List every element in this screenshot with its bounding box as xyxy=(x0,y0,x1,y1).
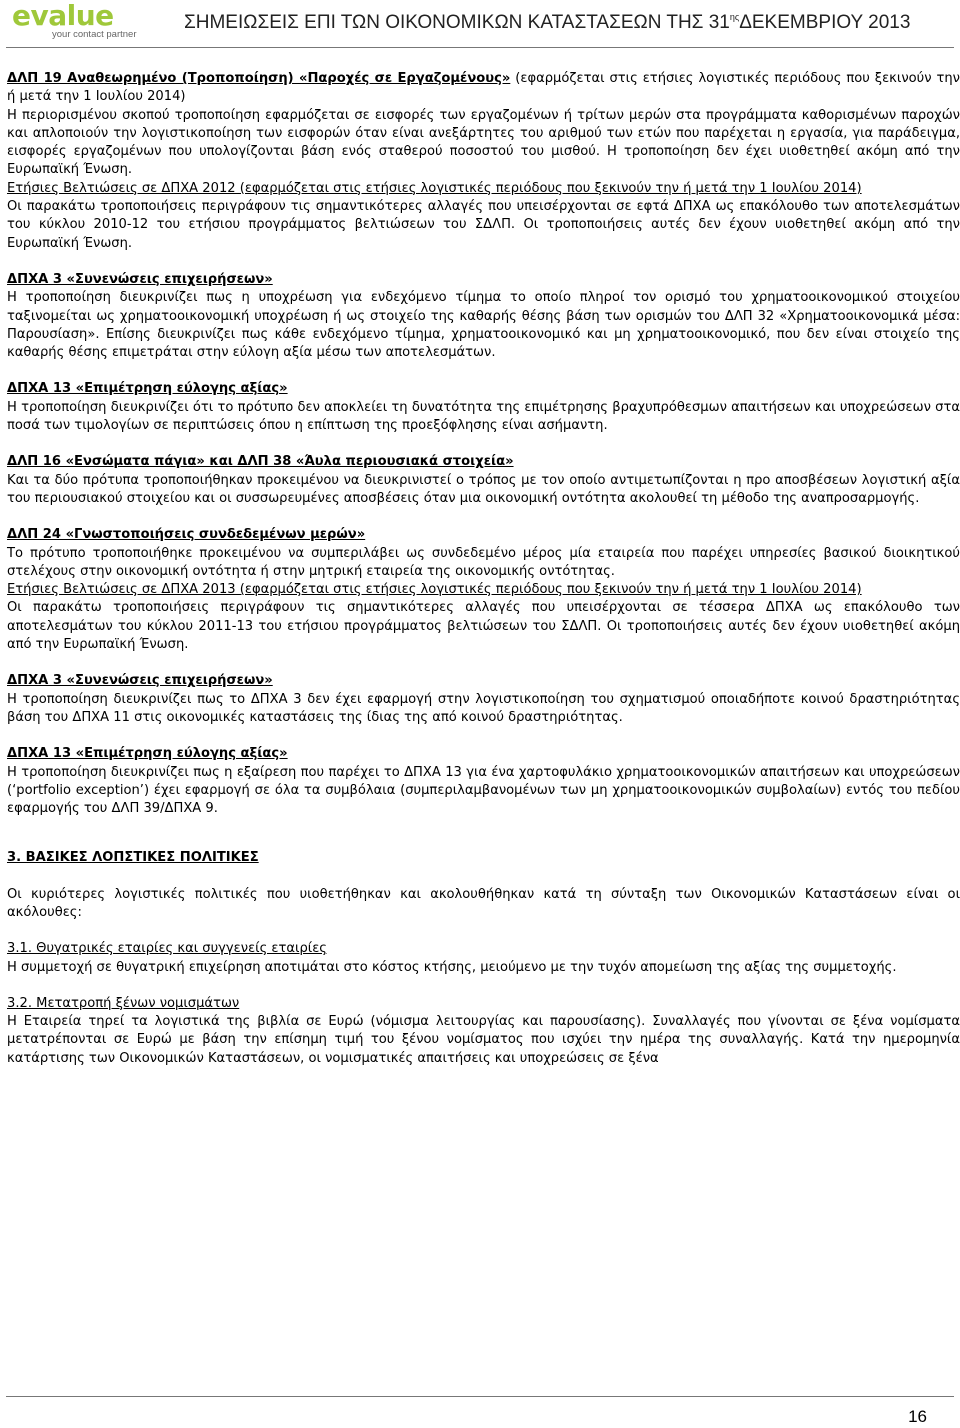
spacer xyxy=(7,868,960,886)
spacer xyxy=(7,362,960,380)
section-3-1-text: Η συμμετοχή σε θυγατρική επιχείρηση αποτιμάται στο κόστος κτήσης, μειούμενο με την τυχόν απομείωση της αξίας της συμμετοχής. xyxy=(7,959,897,975)
page-number: 16 xyxy=(908,1407,927,1426)
heading-ifrs13-b: ΔΠΧΑ 13 «Επιμέτρηση εύλογης αξίας» xyxy=(7,746,288,762)
heading-ifrs13-a: ΔΠΧΑ 13 «Επιμέτρηση εύλογης αξίας» xyxy=(7,381,288,397)
heading-ias24: ΔΛΠ 24 «Γνωστοποιήσεις συνδεδεμένων μερών» xyxy=(7,527,366,543)
page-header xyxy=(0,0,960,44)
spacer xyxy=(7,818,960,849)
spacer xyxy=(7,435,960,453)
document-title-main: ΣΗΜΕΙΩΣΕΙΣ ΕΠΙ ΤΩΝ ΟΙΚΟΝΟΜΙΚΩΝ ΚΑΤΑΣΤΑΣΕΩΝ ΤΗΣ 31 xyxy=(184,12,730,33)
logo-wordmark: evalue xyxy=(12,0,114,32)
heading-ias19: ΔΛΠ 19 Αναθεωρημένο (Τροποποίηση) «Παροχές σε Εργαζομένους» xyxy=(7,71,511,86)
footer-divider xyxy=(6,1396,954,1397)
paragraph-ias19 xyxy=(7,70,960,107)
section-3-2-title: 3.2. Μετατροπή ξένων νομισμάτων xyxy=(7,995,240,1011)
document-title-superscript: ης xyxy=(729,12,740,22)
document-body xyxy=(7,70,960,1068)
spacer xyxy=(7,977,960,995)
section-3-intro: Οι κυριότερες λογιστικές πολιτικές που υιοθετήθηκαν και ακολουθήθηκαν κατά τη σύνταξη των Οικονομικών Καταστάσεων είναι οι ακόλουθες: xyxy=(7,886,960,920)
document-title-date: ΔΕΚΕΜΒΡΙΟΥ 2013 xyxy=(739,12,911,33)
text-ifrs13-a: Η τροποποίηση διευκρινίζει ότι το πρότυπο δεν αποκλείει τη δυνατότητα της επιμέτρησης βραχυπρόθεσμων απαιτήσεων και υποχρεώσεων στα ποσά των τιμολογίων σε περιπτώσεις όπου η επίπτωση της προεξόφλησης είναι ασήμαντη. xyxy=(7,399,960,434)
heading-annual-2013: Ετήσιες Βελτιώσεις σε ΔΠΧΑ 2013 (εφαρμόζεται στις ετήσιες λογιστικές περιόδους που ξεκινούν την ή μετά την 1 Ιουλίου 2014) xyxy=(7,582,862,598)
note-ias19: (εφαρμόζεται στις ετήσιες λογιστικές περιόδους που ξεκινούν την ή μετά την 1 Ιουλίου 2014) xyxy=(7,71,960,105)
logo-tagline: your contact partner xyxy=(52,29,137,40)
text-ifrs13-b: Η τροποποίηση διευκρινίζει πως η εξαίρεση που παρέχει το ΔΠΧΑ 13 για ένα χαρτοφυλάκιο χρηματοοικονομικών απαιτήσεων και υποχρεώσεων (‘portfolio exception’) έχει εφαρμογή σε όλα τα συμβόλαια (συμπεριλαμβανομένων των μη χρηματοοικονομικών συμβολαίων) εντός του πεδίου εφαρμογής του ΔΛΠ 39/ΔΠΧΑ 9. xyxy=(7,764,960,817)
spacer xyxy=(7,654,960,672)
company-logo xyxy=(12,2,152,42)
text-ifrs3-b: Η τροποποίηση διευκρινίζει πως το ΔΠΧΑ 3 δεν έχει εφαρμογή στην λογιστικοποίηση του σχηματισμού οποιαδήποτε κοινού δραστηριότητας βάση του ΔΠΧΑ 11 στις οικονομικές καταστάσεις της ίδιας της από κοινού δραστηριότητας. xyxy=(7,691,960,725)
section-3-1-title: 3.1. Θυγατρικές εταιρίες και συγγενείς εταιρίες xyxy=(7,941,327,957)
spacer xyxy=(7,727,960,745)
text-ias16-ias38: Και τα δύο πρότυπα τροποποιήθηκαν προκειμένου να διευκρινιστεί ο τρόπος με τον οποίο αντιμετωπίζονται η προ αποσβέσεων λογιστική αξία του περιουσιακού στοιχείου και οι συσσωρευμένες αποσβέσεις όταν μια οικονομική οντότητα ακολουθεί τη μέθοδο της αναπροσαρμογής. xyxy=(7,472,960,506)
header-divider xyxy=(6,47,954,48)
heading-ifrs3-b: ΔΠΧΑ 3 «Συνενώσεις επιχειρήσεων» xyxy=(7,673,273,689)
document-title xyxy=(184,12,910,34)
text-ifrs3-a: Η τροποποίηση διευκρινίζει πως η υποχρέωση για ενδεχόμενο τίμημα το οποίο πληροί τον ορισμό του χρηματοοικονομικού στοιχείου ταξινομείται ως χρηματοοικονομική υποχρέωση ή ως στοιχείο της καθαρής θέσης βάση των ορισμών του ΔΛΠ 32 «Χρηματοοικονομικά μέσα: Παρουσίαση». Επίσης διευκρινίζει πως κάθε ενδεχόμενο τίμημα, χρηματοοικονομικό και μη χρηματοοικονομικό, που δεν είναι στοιχείο της καθαρής θέσης επιμετράται στην εύλογη αξία μέσω των αποτελεσμάτων. xyxy=(7,290,960,361)
text-ias19: Η περιορισμένου σκοπού τροποποίηση εφαρμόζεται σε εισφορές των εργαζομένων ή τρίτων μερών στα προγράμματα καθορισμένων παροχών και απλοποιούν την λογιστικοποίηση των εισφορών όταν είναι ανεξάρτητες του αριθμού των ετών που παρέχεται η εργασία, για παράδειγμα, εισφορές εργαζομένων που υπολογίζονται βάση ενός σταθερού ποσοστού του μισθού. Η τροποποίηση δεν έχει υιοθετηθεί ακόμη από την Ευρωπαϊκή Ένωση. xyxy=(7,107,960,178)
text-annual-2012: Οι παρακάτω τροποποιήσεις περιγράφουν τις σημαντικότερες αλλαγές που υπεισέρχονται σε εφτά ΔΠΧΑ ως επακόλουθο των αποτελεσμάτων του κύκλου 2010-12 του ετήσιου προγράμματος βελτιώσεων του ΣΔΛΠ. Οι τροποποιήσεις αυτές δεν έχουν υιοθετηθεί ακόμη από την Ευρωπαϊκή Ένωση. xyxy=(7,199,960,251)
section-3-title: 3. ΒΑΣΙΚΕΣ ΛΟΠΣΤΙΚΕΣ ΠΟΛΙΤΙΚΕΣ xyxy=(7,850,259,866)
text-ias24: Το πρότυπο τροποποιήθηκε προκειμένου να συμπεριλάβει ως συνδεδεμένο μέρος μία εταιρεία που παρέχει υπηρεσίες βασικού διοικητικού στελέχους στην οικονομική οντότητα ή στην μητρική εταιρεία της οικονομικής οντότητας. xyxy=(7,545,960,579)
spacer xyxy=(7,253,960,271)
text-annual-2013: Οι παρακάτω τροποποιήσεις περιγράφουν τις σημαντικότερες αλλαγές που υπεισέρχονται σε τέσσερα ΔΠΧΑ ως επακόλουθο των αποτελεσμάτων του κύκλου 2011-13 του ετήσιου προγράμματος βελτιώσεων του ΣΔΛΠ. Οι τροποποιήσεις αυτές δεν έχουν υιοθετηθεί ακόμη από την Ευρωπαϊκή Ένωση. xyxy=(7,600,960,653)
heading-ias16-ias38: ΔΛΠ 16 «Ενσώματα πάγια» και ΔΛΠ 38 «Άυλα περιουσιακά στοιχεία» xyxy=(7,454,514,470)
section-3-2-text: Η Εταιρεία τηρεί τα λογιστικά της βιβλία σε Ευρώ (νόμισμα λειτουργίας και παρουσίασης). Συναλλαγές που γίνονται σε ξένα νομίσματα μετατρέπονται σε Ευρώ με βάση την επίσημη τιμή του ξένου νομίσματος που ισχύει την ημέρα της συναλλαγής. Κατά την ημερομηνία κατάρτισης των Οικονομικών Καταστάσεων, οι νομισματικές απαιτήσεις και υποχρεώσεις σε ξένα xyxy=(7,1014,960,1066)
spacer xyxy=(7,922,960,940)
spacer xyxy=(7,508,960,526)
heading-annual-2012: Ετήσιες Βελτιώσεις σε ΔΠΧΑ 2012 (εφαρμόζεται στις ετήσιες λογιστικές περιόδους που ξεκινούν την ή μετά την 1 Ιουλίου 2014) xyxy=(7,180,862,196)
heading-ifrs3-a: ΔΠΧΑ 3 «Συνενώσεις επιχειρήσεων» xyxy=(7,271,273,287)
